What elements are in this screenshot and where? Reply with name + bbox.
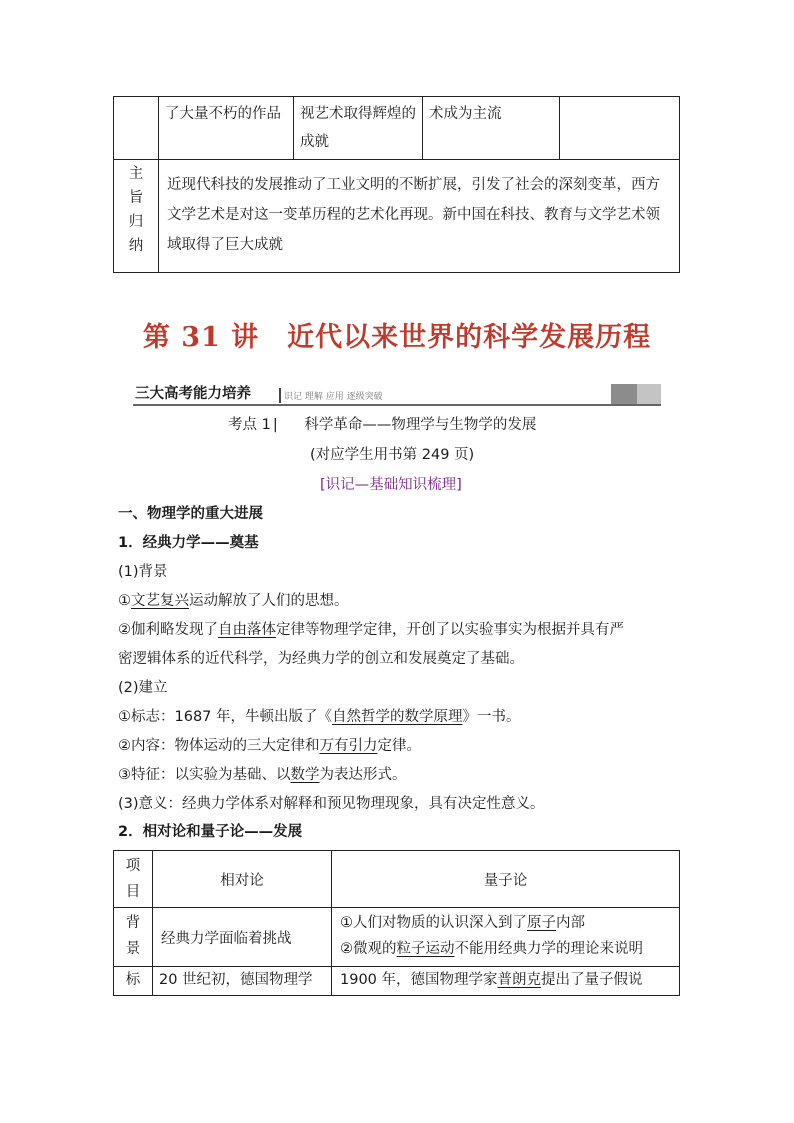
banner-rule xyxy=(133,404,661,406)
establish-label: (2)建立 xyxy=(118,680,168,696)
cell-text: 视艺术取得辉煌的成就 xyxy=(300,106,416,150)
banner-block-light xyxy=(637,384,661,404)
key-term: 自然哲学的数学原理 xyxy=(332,709,463,725)
header-label: 量子论 xyxy=(483,872,528,889)
establish-item-2 xyxy=(118,736,421,756)
banner-title: 三大高考能力培养 xyxy=(135,386,251,402)
text: ②伽利略发现了 xyxy=(118,622,218,638)
table-row xyxy=(114,97,680,160)
text: 为表达形式。 xyxy=(319,767,407,783)
table-row xyxy=(114,851,680,908)
section-heading: 一、物理学的重大进展 xyxy=(118,506,263,522)
cell-text xyxy=(332,908,679,964)
summary-table xyxy=(113,96,680,273)
row-label: 背景 xyxy=(125,915,141,957)
table-row xyxy=(114,160,680,273)
banner-block-dark xyxy=(611,384,637,404)
header-label: 项目 xyxy=(125,858,141,900)
kaodian-ref: (对应学生用书第 249 页) xyxy=(310,447,475,463)
key-term: 自由落体 xyxy=(218,622,276,638)
cell-text xyxy=(560,97,679,103)
cell-text: 了大量不朽的作品 xyxy=(165,106,281,122)
background-item-2 xyxy=(118,620,624,640)
text: ②内容：物体运动的三大定律和 xyxy=(118,738,320,754)
subsection-heading: 1．经典力学——奠基 xyxy=(118,535,259,551)
text: 提出了量子假说 xyxy=(541,972,643,988)
summary-text: 近现代科技的发展推动了工业文明的不断扩展，引发了社会的深刻变革，西方文学艺术是对这一变革历程的艺术化再现。新中国在科技、教育与文学艺术领域取得了巨大成就 xyxy=(167,177,660,253)
table-cell xyxy=(153,967,332,996)
comparison-table xyxy=(113,850,680,996)
kaodian-label: 考点 1 xyxy=(228,417,271,433)
text: ①人们对物质的认识深入到了 xyxy=(340,915,527,931)
table-cell xyxy=(560,97,680,160)
header-label: 相对论 xyxy=(220,872,264,889)
ability-banner xyxy=(133,384,661,406)
cell-line xyxy=(340,936,671,962)
key-term: 文艺复兴 xyxy=(131,593,189,609)
cell-text: 经典力学面临着挑战 xyxy=(161,930,292,947)
text: ①标志：1687 年，牛顿出版了《 xyxy=(118,709,333,725)
background-label: (1)背景 xyxy=(118,564,168,580)
table-row xyxy=(114,967,680,996)
banner-separator xyxy=(279,388,281,403)
label-char: 纳 xyxy=(128,238,144,254)
text: 定律等物理学定律，开创了以实验事实为根据并具有严 xyxy=(276,622,624,638)
cell-text: 20 世纪初，德国物理学 xyxy=(159,972,313,988)
banner-subtitle: 识记 理解 应用 逐级突破 xyxy=(284,392,383,402)
table-cell xyxy=(294,97,423,160)
row-label-cell xyxy=(114,908,153,967)
text: 1900 年，德国物理学家 xyxy=(340,972,498,988)
header-cell xyxy=(153,851,332,908)
table-cell xyxy=(153,908,332,967)
row-label-cell xyxy=(114,967,153,996)
text: ① xyxy=(118,593,131,609)
text: 定律。 xyxy=(377,738,421,754)
key-term: 粒子运动 xyxy=(396,941,455,957)
section-tag: [识记—基础知识梳理] xyxy=(320,477,462,493)
table-cell xyxy=(332,908,680,967)
label-char: 旨 xyxy=(128,190,144,206)
key-term: 普朗克 xyxy=(497,972,542,988)
label-char: 主 xyxy=(128,166,144,182)
header-cell xyxy=(114,851,153,908)
row-label: 标 xyxy=(125,972,141,988)
kaodian-heading xyxy=(228,415,536,435)
kaodian-bar: | xyxy=(272,417,278,433)
summary-label-cell xyxy=(114,160,159,273)
text: 不能用经典力学的理论来说明 xyxy=(454,941,643,957)
text: 运动解放了人们的思想。 xyxy=(189,593,349,609)
key-term: 原子 xyxy=(527,915,556,931)
kaodian-name: 科学革命——物理学与生物学的发展 xyxy=(304,417,537,433)
text: ③特征：以实验为基础、以 xyxy=(118,767,291,783)
background-item-1 xyxy=(118,591,349,611)
cell-text: 术成为主流 xyxy=(429,106,502,122)
cell-text xyxy=(332,967,679,993)
summary-label xyxy=(114,160,158,258)
key-term: 数学 xyxy=(290,767,320,783)
header-cell xyxy=(332,851,680,908)
text: ②微观的 xyxy=(340,941,397,957)
cell-line xyxy=(340,910,671,936)
key-term: 万有引力 xyxy=(319,738,378,754)
label-char: 归 xyxy=(128,214,144,230)
table-cell xyxy=(114,97,159,160)
meaning-line: (3)意义：经典力学体系对解释和预见物理现象，具有决定性意义。 xyxy=(118,796,545,812)
lesson-title: 第 31 讲 近代以来世界的科学发展历程 xyxy=(142,322,652,353)
subsection-heading: 2．相对论和量子论——发展 xyxy=(118,824,303,840)
table-cell xyxy=(332,967,680,996)
text: 》一书。 xyxy=(462,709,521,725)
table-row xyxy=(114,908,680,967)
background-item-2-cont: 密逻辑体系的近代科学，为经典力学的创立和发展奠定了基础。 xyxy=(118,651,524,667)
table-cell xyxy=(423,97,560,160)
establish-item-1 xyxy=(118,707,521,727)
summary-text-cell xyxy=(159,160,680,273)
table-cell xyxy=(159,97,294,160)
establish-item-3 xyxy=(118,765,407,785)
text: 内部 xyxy=(556,915,585,931)
